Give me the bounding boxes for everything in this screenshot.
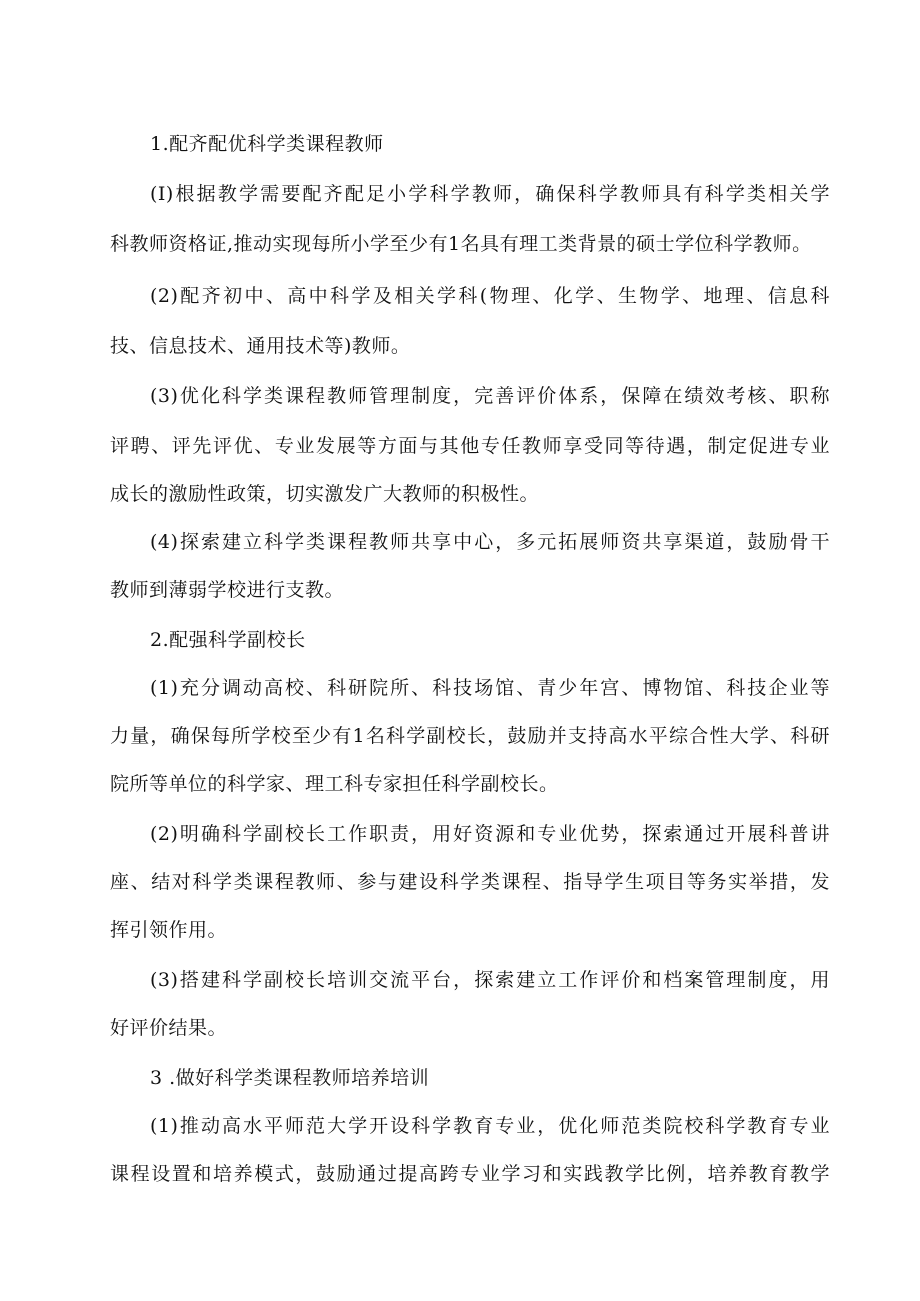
paragraph-line: 课程设置和培养模式，鼓励通过提高跨专业学习和实践教学比例，培养教育教学 [110,1163,830,1185]
paragraph-line: 技、信息技术、通用技术等)教师。 [110,335,411,357]
section-heading-1: 1.配齐配优科学类课程教师 [150,133,384,155]
paragraph-line: 评聘、评先评优、专业发展等方面与其他专任教师享受同等待遇，制定促进专业 [110,435,830,457]
paragraph-line: 院所等单位的科学家、理工科专家担任科学副校长。 [110,773,559,795]
paragraph-line: 力量，确保每所学校至少有1名科学副校长，鼓励并支持高水平综合性大学、科研 [110,725,830,747]
paragraph-line: 好评价结果。 [110,1017,228,1039]
paragraph-line: 成长的激励性政策，切实激发广大教师的积极性。 [110,483,540,505]
paragraph-line: (2)配齐初中、高中科学及相关学科(物理、化学、生物学、地理、信息科 [150,285,830,307]
paragraph-line: (4)探索建立科学类课程教师共享中心，多元拓展师资共享渠道，鼓励骨干 [150,531,830,553]
paragraph-line: (1)充分调动高校、科研院所、科技场馆、青少年宫、博物馆、科技企业等 [150,677,830,699]
paragraph-line: (I)根据教学需要配齐配足小学科学教师，确保科学教师具有科学类相关学 [150,183,830,205]
paragraph-line: (3)搭建科学副校长培训交流平台，探索建立工作评价和档案管理制度，用 [150,969,830,991]
paragraph-line: 科教师资格证,推动实现每所小学至少有1名具有理工类背景的硕士学位科学教师。 [110,233,812,255]
paragraph-line: (2)明确科学副校长工作职责，用好资源和专业优势，探索通过开展科普讲 [150,823,830,845]
section-heading-3: 3 .做好科学类课程教师培养培训 [150,1067,430,1089]
paragraph-line: 教师到薄弱学校进行支教。 [110,579,345,601]
paragraph-line: 挥引领作用。 [110,919,228,941]
paragraph-line: 座、结对科学类课程教师、参与建设科学类课程、指导学生项目等务实举措，发 [110,871,830,893]
paragraph-line: (3)优化科学类课程教师管理制度，完善评价体系，保障在绩效考核、职称 [150,385,830,407]
section-heading-2: 2.配强科学副校长 [150,629,306,651]
paragraph-line: (1)推动高水平师范大学开设科学教育专业，优化师范类院校科学教育专业 [150,1115,830,1137]
